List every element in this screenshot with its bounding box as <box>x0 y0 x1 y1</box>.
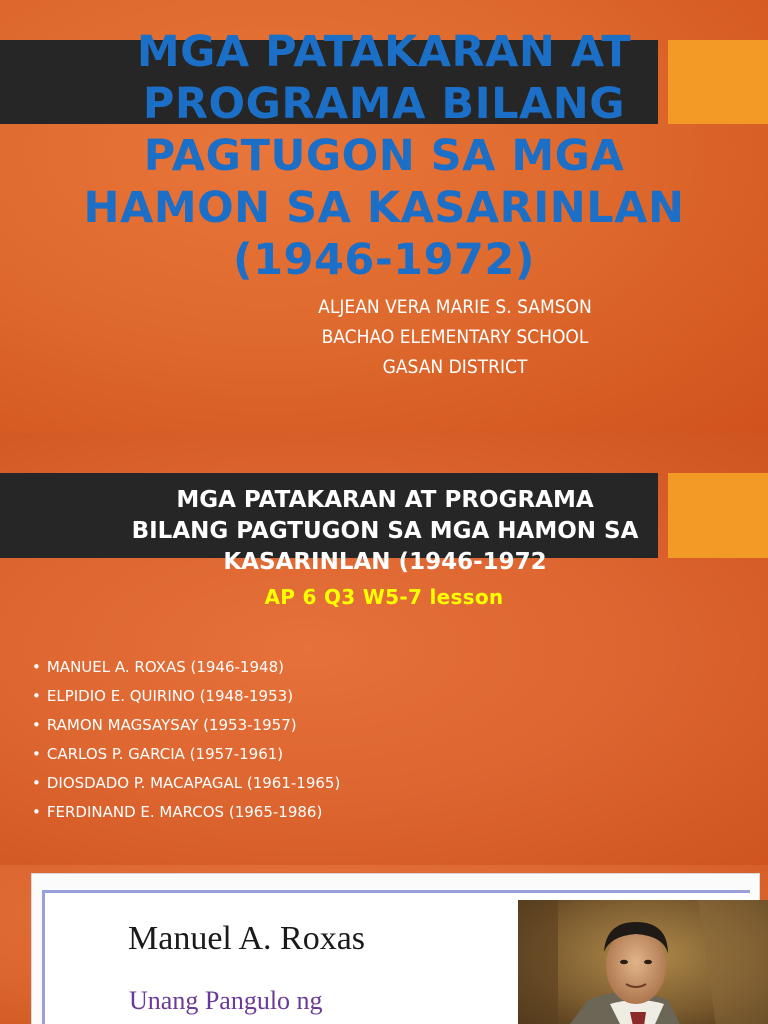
author-name: ALJEAN VERA MARIE S. SAMSON <box>318 296 592 318</box>
lesson-subtitle: AP 6 Q3 W5-7 lesson <box>264 585 504 609</box>
slide2-title-line: BILANG PAGTUGON SA MGA HAMON SA <box>131 518 639 544</box>
slide2-title-line: KASARINLAN (1946-1972 <box>223 549 547 575</box>
list-item: • RAMON MAGSAYSAY (1953-1957) <box>32 711 340 740</box>
slide2-title-line: MGA PATAKARAN AT PROGRAMA <box>176 487 594 513</box>
title-slide <box>0 0 768 433</box>
slide1-title <box>20 26 748 286</box>
list-item: • MANUEL A. ROXAS (1946-1948) <box>32 653 340 682</box>
slide1-title-line: PROGRAMA BILANG <box>142 79 626 129</box>
presidents-list <box>32 653 340 827</box>
slide1-title-line: (1946-1972) <box>232 235 535 285</box>
slide2-title <box>40 485 730 578</box>
roxas-slide <box>0 865 768 1024</box>
presidents-slide <box>0 433 768 865</box>
roxas-card <box>31 873 760 1024</box>
list-item: • CARLOS P. GARCIA (1957-1961) <box>32 740 340 769</box>
portrait-illustration <box>518 900 768 1024</box>
author-school: BACHAO ELEMENTARY SCHOOL <box>321 326 589 348</box>
portrait-image <box>518 900 768 1024</box>
author-district: GASAN DISTRICT <box>382 356 528 378</box>
slide1-title-line: PAGTUGON SA MGA <box>143 131 625 181</box>
author-block <box>150 292 760 382</box>
list-item: • DIOSDADO P. MACAPAGAL (1961-1965) <box>32 769 340 798</box>
list-item: • ELPIDIO E. QUIRINO (1948-1953) <box>32 682 340 711</box>
slide1-title-line: HAMON SA KASARINLAN <box>83 183 685 233</box>
slide1-title-line: MGA PATAKARAN AT <box>136 27 632 77</box>
list-item: • FERDINAND E. MARCOS (1965-1986) <box>32 798 340 827</box>
president-name: Manuel A. Roxas <box>128 920 366 957</box>
president-role: Unang Pangulo ng <box>129 986 323 1015</box>
